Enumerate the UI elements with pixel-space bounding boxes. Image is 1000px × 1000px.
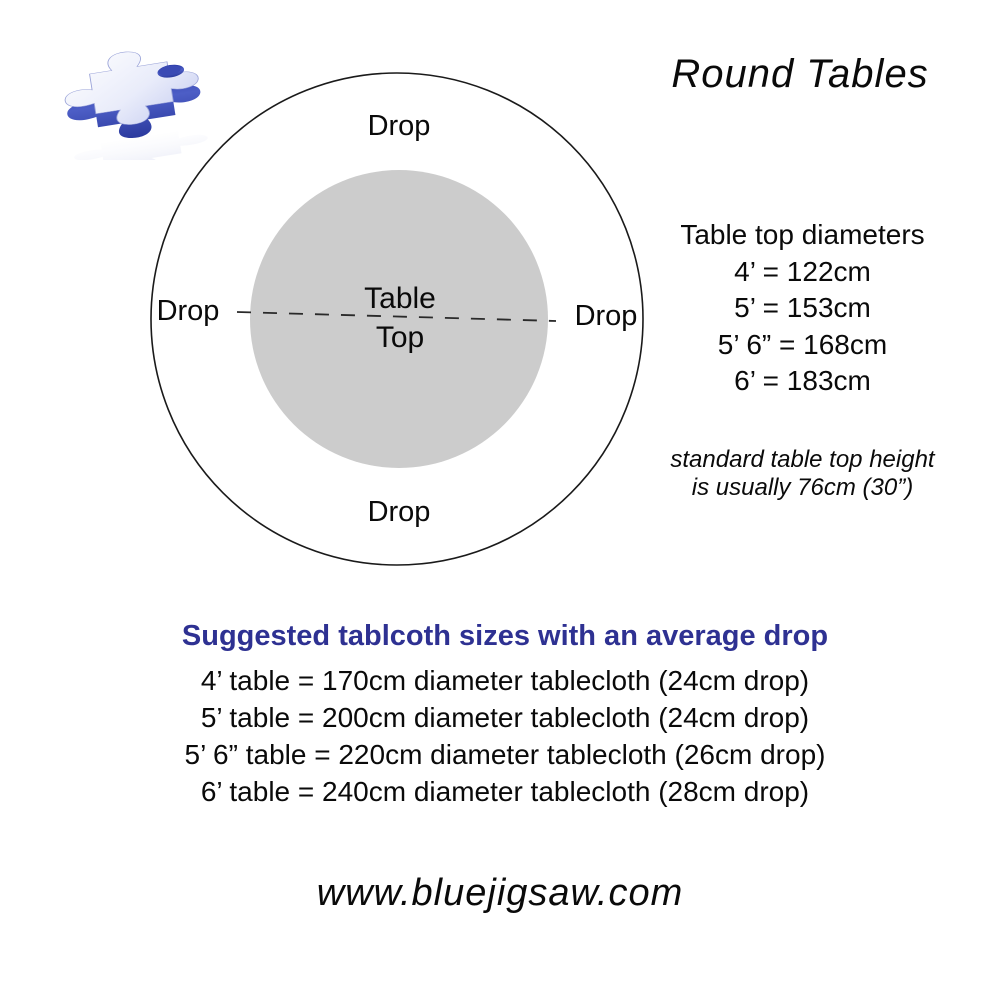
suggested-sizes-heading: Suggested tablcoth sizes with an average drop xyxy=(181,620,829,652)
table-top-diameters xyxy=(640,217,965,400)
diameter-row: 4’ = 122cm xyxy=(734,255,871,287)
table-top-label-line2: Top xyxy=(375,321,425,354)
table-height-note xyxy=(640,446,965,502)
table-top-label xyxy=(320,279,480,357)
suggested-size-row: 6’ table = 240cm diameter tablecloth (28cm drop) xyxy=(200,776,810,807)
drop-label-bottom: Drop xyxy=(367,496,431,528)
page-title: Round Tables xyxy=(671,52,929,96)
note-line1: standard table top height xyxy=(670,446,935,473)
suggested-size-row: 5’ table = 200cm diameter tablecloth (24cm drop) xyxy=(200,702,810,733)
website-url: www.bluejigsaw.com xyxy=(316,872,684,914)
note-line2: is usually 76cm (30”) xyxy=(691,474,914,501)
drop-label-top: Drop xyxy=(367,110,431,142)
suggested-sizes-list xyxy=(0,662,1000,810)
drop-label-left: Drop xyxy=(156,295,220,327)
drop-label-right: Drop xyxy=(574,300,638,332)
suggested-size-row: 4’ table = 170cm diameter tablecloth (24cm drop) xyxy=(200,665,810,696)
diameter-row: 5’ = 153cm xyxy=(734,292,871,323)
suggested-size-row: 5’ 6” table = 220cm diameter tablecloth (26cm drop) xyxy=(184,739,826,770)
diameter-row: 6’ = 183cm xyxy=(734,365,871,396)
diameters-heading: Table top diameters xyxy=(680,219,925,250)
table-top-label-line1: Table xyxy=(364,282,436,315)
diameter-row: 5’ 6” = 168cm xyxy=(717,328,888,360)
